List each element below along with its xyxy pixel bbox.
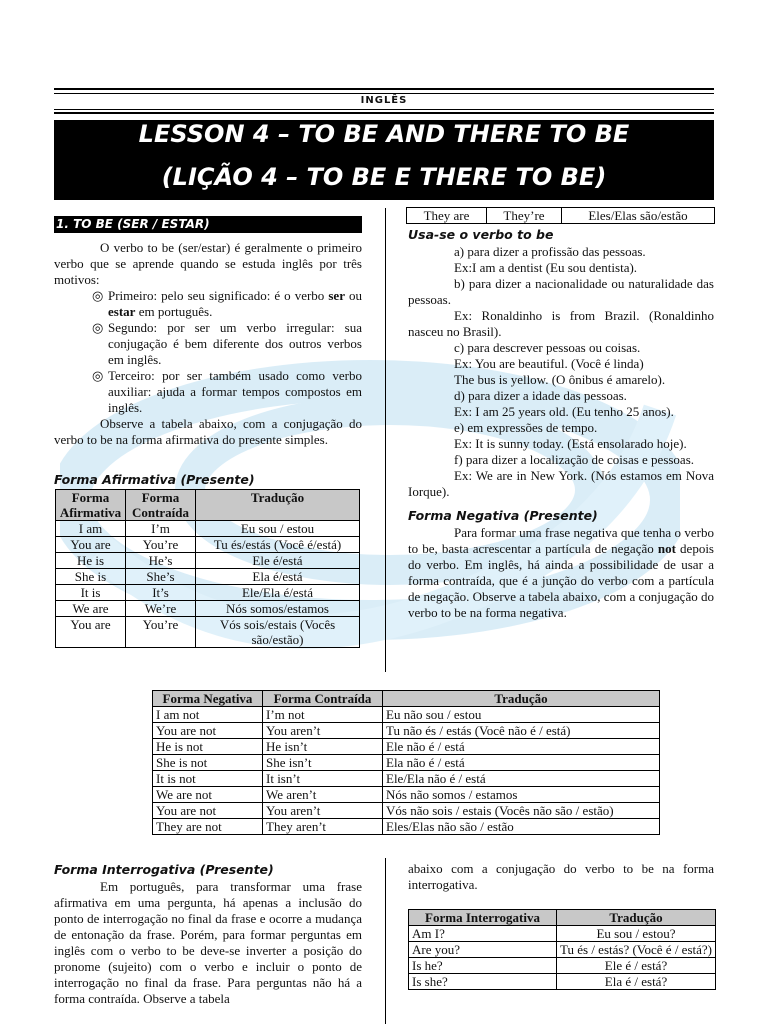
table-row	[153, 803, 660, 819]
table-cell: You’re	[126, 617, 196, 648]
table-row	[56, 521, 360, 537]
table-cell: He is	[56, 553, 126, 569]
col-header: Forma Contraída	[126, 490, 196, 521]
table-cell: She isn’t	[263, 755, 383, 771]
table-cell: Ele não é / está	[383, 739, 660, 755]
observe-paragraph: Observe a tabela abaixo, com a conjugação do verbo to be na forma afirmativa do presente simples.	[54, 416, 362, 447]
table-cell: I’m not	[263, 707, 383, 723]
table-cell: It is	[56, 585, 126, 601]
table-row	[409, 958, 716, 974]
table-cell: Eles/Elas não são / estão	[383, 819, 660, 835]
table-cell: She is	[56, 569, 126, 585]
bullet-item-1: ◎ Primeiro: pelo seu significado: é o verbo ser ou estar em português.	[92, 288, 363, 319]
table-cell: They’re	[487, 208, 562, 224]
table-cell: We aren’t	[263, 787, 383, 803]
table-cell: Ela é / está?	[557, 974, 716, 990]
table-cell: Nós não somos / estamos	[383, 787, 660, 803]
table-cell: He isn’t	[263, 739, 383, 755]
column-divider-top	[385, 208, 386, 672]
table-row	[56, 553, 360, 569]
affirmative-title: Forma Afirmativa (Presente)	[54, 472, 255, 487]
col-header: Tradução	[383, 691, 660, 707]
table-cell: Nós somos/estamos	[196, 601, 360, 617]
table-cell: It isn’t	[263, 771, 383, 787]
table-cell: Is he?	[409, 958, 557, 974]
table-cell: It’s	[126, 585, 196, 601]
table-cell: I’m	[126, 521, 196, 537]
table-cell: We’re	[126, 601, 196, 617]
use-item: Ex: We are in New York. (Nós estamos em Nova Iorque).	[408, 468, 714, 499]
table-row	[153, 787, 660, 803]
use-item: c) para descrever pessoas ou coisas.	[454, 340, 641, 355]
use-item: e) em expressões de tempo.	[454, 420, 598, 435]
negative-paragraph: Para formar uma frase negativa que tenha o verbo to be, basta acrescentar a partícula de negação not depois do verbo. Em inglês, há ainda a possibilidade de usar a forma contraída, que é a junção do verbo com a partícula de negação. Observe a tabela abaixo, com a conjugação do verbo to be na forma negativa.	[408, 525, 714, 620]
table-header-row	[56, 490, 360, 521]
table-row	[56, 569, 360, 585]
table-cell: We are	[56, 601, 126, 617]
table-cell: Am I?	[409, 926, 557, 942]
table-row	[56, 617, 360, 648]
table-header-row	[153, 691, 660, 707]
lesson-subtitle: (LIÇÃO 4 – TO BE E THERE TO BE)	[161, 163, 607, 191]
table-cell: He’s	[126, 553, 196, 569]
left-body	[54, 240, 362, 448]
table-row	[153, 707, 660, 723]
use-item: a) para dizer a profissão das pessoas.	[454, 244, 646, 259]
use-item: The bus is yellow. (O ônibus é amarelo).	[454, 372, 666, 387]
table-cell: Eu sou / estou?	[557, 926, 716, 942]
table-cell: They are not	[153, 819, 263, 835]
table-cell: Is she?	[409, 974, 557, 990]
table-cell: You aren’t	[263, 723, 383, 739]
table-cell: You are	[56, 617, 126, 648]
table-cell: You’re	[126, 537, 196, 553]
table-cell: I am not	[153, 707, 263, 723]
bullet-circle-icon: ◎	[92, 368, 104, 383]
table-cell: It is not	[153, 771, 263, 787]
table-cell: Ela é/está	[196, 569, 360, 585]
bullet-item-2: ◎ Segundo: por ser um verbo irregular: sua conjugação é bem diferente dos outros verbos em inglês.	[92, 320, 362, 367]
table-row	[153, 819, 660, 835]
table-cell: Eles/Elas são/estão	[562, 208, 715, 224]
table-row	[56, 585, 360, 601]
table-cell: She is not	[153, 755, 263, 771]
table-row	[153, 755, 660, 771]
table-row	[153, 739, 660, 755]
col-header: Tradução	[196, 490, 360, 521]
bullet-circle-icon: ◎	[92, 288, 104, 303]
table-row	[409, 974, 716, 990]
table-cell: You aren’t	[263, 803, 383, 819]
table-cell: Vós sois/estais (Vocês são/estão)	[196, 617, 360, 648]
bullet-circle-icon: ◎	[92, 320, 104, 335]
table-cell: We are not	[153, 787, 263, 803]
intro-paragraph: O verbo to be (ser/estar) é geralmente o primeiro verbo que se aprende quando se estuda inglês por três motivos:	[54, 240, 362, 287]
col-header: Tradução	[557, 910, 716, 926]
table-cell: Ele é/está	[196, 553, 360, 569]
table-cell: Vós não sois / estais (Vocês não são / estão)	[383, 803, 660, 819]
interrogative-table	[408, 909, 716, 990]
table-cell: Tu és/estás (Você é/está)	[196, 537, 360, 553]
table-cell: Ele é / está?	[557, 958, 716, 974]
header-rule-bottom	[54, 112, 714, 114]
use-item: Ex: You are beautiful. (Você é linda)	[454, 356, 644, 371]
table-cell: Ela não é / está	[383, 755, 660, 771]
interrogative-title: Forma Interrogativa (Presente)	[54, 862, 274, 877]
table-cell: He is not	[153, 739, 263, 755]
table-cell: Eu não sou / estou	[383, 707, 660, 723]
affirmative-table	[55, 489, 360, 648]
col-header: Forma Afirmativa	[56, 490, 126, 521]
table-row	[56, 601, 360, 617]
table-cell: You are not	[153, 723, 263, 739]
use-item: d) para dizer a idade das pessoas.	[454, 388, 627, 403]
header-rule-top	[54, 88, 714, 90]
lesson-title-bar	[54, 120, 714, 200]
col-header: Forma Negativa	[153, 691, 263, 707]
col-header: Forma Interrogativa	[409, 910, 557, 926]
table-row	[409, 926, 716, 942]
table-cell: Ele/Ela é/está	[196, 585, 360, 601]
table-row	[153, 723, 660, 739]
table-cell: She’s	[126, 569, 196, 585]
table-cell: Are you?	[409, 942, 557, 958]
use-item: b) para dizer a nacionalidade ou naturalidade das pessoas.	[408, 276, 714, 307]
bullet-item-3: ◎ Terceiro: por ser também usado como verbo auxiliar: ajuda a formar tempos compostos em inglês.	[92, 368, 362, 415]
use-item: Ex:I am a dentist (Eu sou dentista).	[454, 260, 638, 275]
table-cell: You are	[56, 537, 126, 553]
use-item: Ex: Ronaldinho is from Brazil. (Ronaldinho nasceu no Brasil).	[408, 308, 714, 339]
table-cell: They aren’t	[263, 819, 383, 835]
table-header-row	[409, 910, 716, 926]
table-cell: Tu não és / estás (Você não é / está)	[383, 723, 660, 739]
table-row	[407, 208, 715, 224]
negative-title: Forma Negativa (Presente)	[408, 508, 598, 523]
table-cell: Ele/Ela não é / está	[383, 771, 660, 787]
table-cell: Eu sou / estou	[196, 521, 360, 537]
table-row	[409, 942, 716, 958]
negative-table	[152, 690, 660, 835]
interrogative-continuation: abaixo com a conjugação do verbo to be na forma interrogativa.	[408, 861, 714, 892]
lesson-title: LESSON 4 – TO BE AND THERE TO BE	[138, 120, 630, 148]
they-are-row-table	[406, 207, 715, 224]
col-header: Forma Contraída	[263, 691, 383, 707]
use-item: f) para dizer a localização de coisas e pessoas.	[454, 452, 695, 467]
use-item: Ex: I am 25 years old. (Eu tenho 25 anos).	[454, 404, 674, 419]
use-item: Ex: It is sunny today. (Está ensolarado hoje).	[454, 436, 687, 451]
uses-list	[408, 244, 714, 500]
table-cell: You are not	[153, 803, 263, 819]
section-title-to-be: 1. TO BE (SER / ESTAR)	[54, 216, 362, 233]
table-row	[56, 537, 360, 553]
section-header: INGLÊS	[360, 95, 408, 106]
header-rule-bottom-thin	[54, 109, 714, 110]
table-row	[153, 771, 660, 787]
table-cell: They are	[407, 208, 487, 224]
table-cell: I am	[56, 521, 126, 537]
column-divider-bottom	[385, 858, 386, 1024]
usase-title: Usa-se o verbo to be	[408, 227, 554, 242]
interrogative-paragraph: Em português, para transformar uma frase afirmativa em uma pergunta, há apenas a inclusão do ponto de interrogação no final da frase e ocorre a mudança de entonação da frase. Porém, para formar perguntas em inglês com o verbo to be deve-se inverter a posição do pronome (sujeito) com o verbo e incluir o ponto de interrogação no final da frase. Para perguntas não há a forma contraída. Observe a tabela	[54, 879, 362, 1006]
table-cell: Tu és / estás? (Você é / está?)	[557, 942, 716, 958]
